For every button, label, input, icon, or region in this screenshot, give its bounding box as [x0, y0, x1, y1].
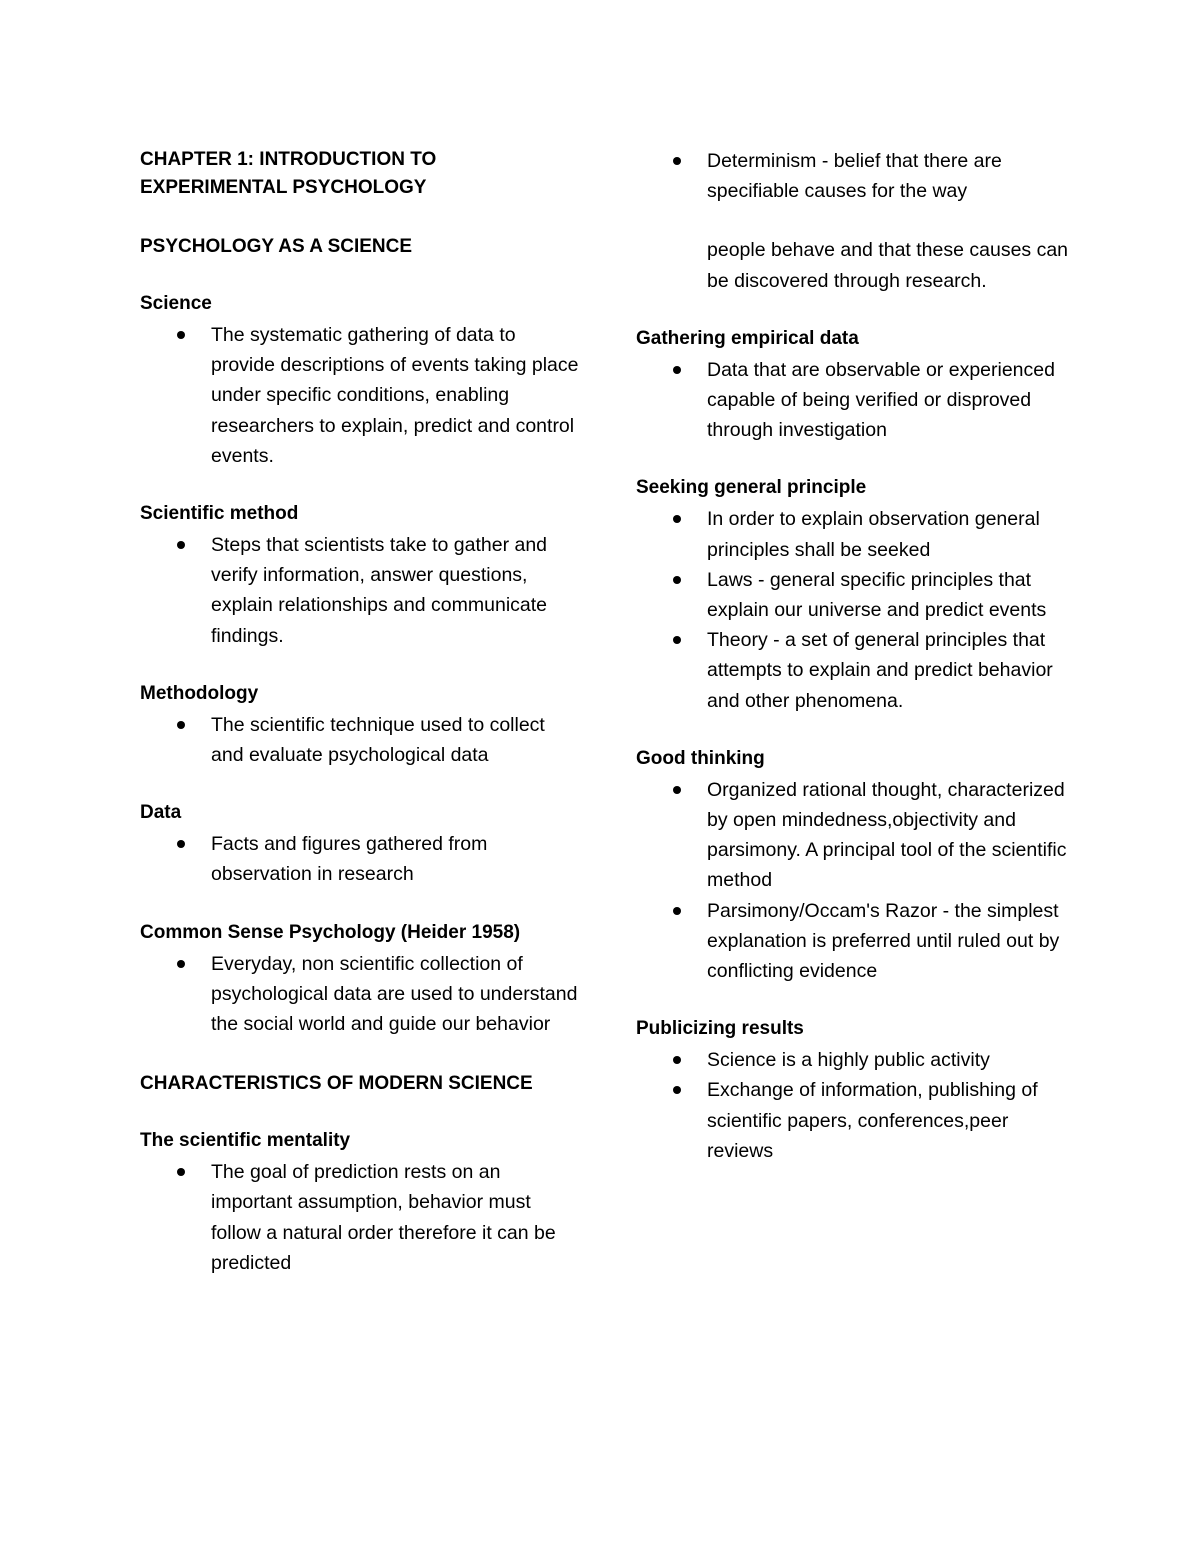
- heading-gathering-empirical-data: Gathering empirical data: [636, 327, 859, 349]
- list-item: Data that are observable or experienced capable of being verified or disproved through investigation: [636, 355, 1076, 446]
- bullet-icon: [673, 786, 681, 794]
- heading-science: Science: [140, 293, 212, 314]
- heading-publicizing-results: Publicizing results: [636, 1018, 804, 1040]
- list-item: Laws - general specific principles that explain our universe and predict events: [636, 565, 1076, 625]
- list-item: In order to explain observation general principles shall be seeked: [636, 504, 1076, 564]
- list-item: Determinism - belief that there are specifiable causes for the way: [636, 146, 1076, 206]
- heading-data: Data: [140, 802, 182, 824]
- common-sense-list: [140, 949, 580, 1040]
- general-principle-list: [636, 504, 1076, 715]
- good-thinking-list: [636, 775, 1076, 986]
- bullet-icon: [177, 541, 185, 549]
- section-title-psychology-as-science: PSYCHOLOGY AS A SCIENCE: [140, 236, 413, 257]
- list-item: Exchange of information, publishing of scientific papers, conferences,peer reviews: [636, 1075, 1076, 1166]
- heading-scientific-mentality: The scientific mentality: [140, 1130, 351, 1152]
- heading-common-sense-psychology: Common Sense Psychology (Heider 1958): [140, 921, 521, 943]
- heading-seeking-general-principle: Seeking general principle: [636, 477, 867, 499]
- bullet-icon: [673, 366, 681, 374]
- list-item: Parsimony/Occam's Razor - the simplest explanation is preferred until ruled out by conflicting evidence: [636, 896, 1076, 987]
- bullet-icon: [177, 840, 185, 848]
- science-list: [140, 320, 580, 471]
- list-item: Steps that scientists take to gather and verify information, answer questions, explain relationships and communicate findings.: [140, 530, 580, 651]
- list-item: The systematic gathering of data to provide descriptions of events taking place under specific conditions, enabling researchers to explain, predict and control events.: [140, 320, 580, 471]
- publicizing-results-list: [636, 1045, 1076, 1166]
- bullet-icon: [673, 157, 681, 165]
- list-item: Facts and figures gathered from observation in research: [140, 829, 580, 889]
- list-item: The goal of prediction rests on an important assumption, behavior must follow a natural order therefore it can be predicted: [140, 1157, 580, 1278]
- chapter-title: CHAPTER 1: INTRODUCTION TO EXPERIMENTAL PSYCHOLOGY: [140, 149, 437, 198]
- bullet-icon: [177, 331, 185, 339]
- list-item: Organized rational thought, characterized by open mindedness,objectivity and parsimony. A principal tool of the scientific method: [636, 775, 1076, 896]
- heading-scientific-method: Scientific method: [140, 503, 299, 525]
- left-column: [140, 146, 580, 1278]
- list-item: Everyday, non scientific collection of psychological data are used to understand the social world and guide our behavior: [140, 949, 580, 1040]
- bullet-icon: [177, 960, 185, 968]
- data-list: [140, 829, 580, 889]
- determinism-list: [636, 146, 1076, 206]
- heading-methodology: Methodology: [140, 682, 259, 704]
- bullet-icon: [673, 636, 681, 644]
- bullet-icon: [673, 515, 681, 523]
- bullet-icon: [177, 1168, 185, 1176]
- heading-good-thinking: Good thinking: [636, 747, 765, 769]
- determinism-continuation: people behave and that these causes can be discovered through research.: [707, 239, 1069, 292]
- bullet-icon: [673, 576, 681, 584]
- list-item: The scientific technique used to collect and evaluate psychological data: [140, 710, 580, 770]
- methodology-list: [140, 710, 580, 770]
- right-column: [636, 146, 1076, 1166]
- bullet-icon: [673, 907, 681, 915]
- list-item: Theory - a set of general principles that attempts to explain and predict behavior and other phenomena.: [636, 625, 1076, 716]
- bullet-icon: [673, 1056, 681, 1064]
- list-item: Science is a highly public activity: [636, 1045, 1076, 1075]
- bullet-icon: [177, 721, 185, 729]
- scientific-method-list: [140, 530, 580, 651]
- empirical-data-list: [636, 355, 1076, 446]
- section-title-characteristics: CHARACTERISTICS OF MODERN SCIENCE: [140, 1073, 533, 1095]
- bullet-icon: [673, 1086, 681, 1094]
- scientific-mentality-list: [140, 1157, 580, 1278]
